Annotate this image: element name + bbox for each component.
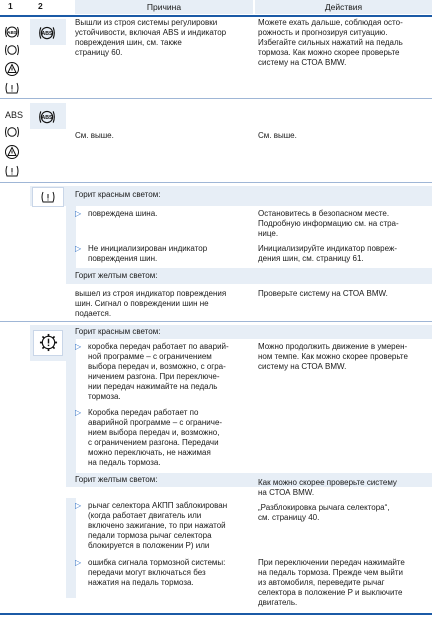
bullet-marker: ▷	[75, 408, 82, 417]
bullet-marker: ▷	[75, 244, 82, 253]
column-action-header: Действия	[255, 0, 432, 14]
table-header	[0, 0, 432, 16]
footer-rule	[0, 613, 432, 615]
action-text: См. выше.	[258, 131, 297, 140]
cause-line: ной программе – с ограничением	[88, 352, 212, 361]
action-line: на педаль тормоза. Прежде чем выйти	[258, 568, 403, 577]
svg-text:ABS: ABS	[7, 29, 17, 35]
cause-line: с ограничением разгона. Передачи	[88, 438, 219, 447]
bullet-marker: ▷	[75, 558, 82, 567]
action-line: Можете ехать дальше, соблюдая осто-	[258, 18, 403, 27]
cause-line: устойчивости, включая ABS и индикатор	[75, 28, 227, 37]
action-line: из автомобиля, переведите рычаг	[258, 578, 385, 587]
cause-line: нии передач нажимайте на педаль	[88, 382, 218, 391]
tire-pressure-icon	[40, 189, 56, 205]
action-line: систему на СТОА BMW.	[258, 58, 347, 67]
action-line: двигатель.	[258, 598, 298, 607]
action-line: селектора в положение P и выключите	[258, 588, 403, 597]
bullet-gutter	[66, 339, 76, 473]
cause-text: См. выше.	[75, 131, 114, 140]
transmission-gear-warning-icon	[39, 333, 58, 352]
tire-pressure-icon	[4, 80, 20, 96]
brake-circle-icon	[4, 42, 20, 58]
action-line: систему на СТОА BMW.	[258, 362, 347, 371]
cause-line: Не инициализирован индикатор	[88, 244, 208, 253]
action-line: Подробную информацию см. на стра-	[258, 219, 399, 228]
bullet-marker: ▷	[75, 342, 82, 351]
action-line: Избегайте сильных нажатий на педаль	[258, 38, 403, 47]
svg-text:ABS: ABS	[41, 115, 53, 122]
triangle-warning-icon	[4, 61, 20, 77]
cause-line: (когда работает двигатель или	[88, 511, 202, 520]
cause-line: включено зажигание, то при нажатой	[88, 521, 226, 530]
cause-line: передачи могут включаться без	[88, 568, 206, 577]
cause-bullet: повреждена шина.	[88, 209, 158, 218]
bullet-marker: ▷	[75, 501, 82, 510]
action-line: нице.	[258, 229, 279, 238]
row-divider	[0, 321, 432, 322]
cause-line: Вышли из строя системы регулировки	[75, 18, 218, 27]
svg-text:ABS: ABS	[41, 31, 53, 38]
red-light-heading: Горит красным светом:	[75, 327, 161, 336]
bullet-marker: ▷	[75, 209, 82, 218]
action-line: рожность и прогнозируя ситуацию.	[258, 28, 388, 37]
cause-line: блокируется в положении P) или	[88, 541, 210, 550]
cause-line: ошибка сигнала тормозной системы:	[88, 558, 226, 567]
bullet-gutter	[66, 498, 76, 598]
cause-line: коробка передач работает по аварий-	[88, 342, 229, 351]
action-line: „Разблокировка рычага селектора“,	[258, 503, 390, 512]
abs-warning-icon	[38, 24, 56, 42]
yellow-light-heading: Горит желтым светом:	[75, 475, 158, 484]
column-1-header: 1	[8, 1, 13, 11]
cause-line: Коробка передач работает по	[88, 408, 199, 417]
red-light-heading: Горит красным светом:	[75, 190, 161, 199]
cause-line: шин. Сигнал о повреждении шин не	[75, 299, 209, 308]
action-line: Остановитесь в безопасном месте.	[258, 209, 390, 218]
cause-line: на педаль тормоза.	[88, 458, 161, 467]
action-line: При переключении передач нажимайте	[258, 558, 405, 567]
cause-line: страницу 60.	[75, 48, 123, 57]
cause-line: тормоза.	[88, 392, 121, 401]
column-2-header: 2	[38, 1, 43, 11]
cause-line: аварийной программе – с ограниче-	[88, 418, 223, 427]
row-divider	[0, 182, 432, 183]
cause-line: повреждения шин, см. также	[75, 38, 182, 47]
abs-warning-icon	[38, 108, 56, 126]
action-line: Инициализируйте индикатор повреж-	[258, 244, 398, 253]
action-line: см. страницу 40.	[258, 513, 320, 522]
brake-circle-icon	[4, 124, 20, 140]
action-line: на СТОА BMW.	[258, 488, 315, 497]
abs-warning-icon	[4, 24, 20, 40]
header-rule	[0, 15, 432, 17]
action-line: Можно продолжить движение в умерен-	[258, 342, 408, 351]
cause-line: ничением разгона. При переключе-	[88, 372, 220, 381]
cause-line: нажатия на педаль тормоза.	[88, 578, 194, 587]
cause-line: подается.	[75, 309, 112, 318]
action-text: Проверьте систему на СТОА BMW.	[258, 289, 388, 298]
abs-text-label: ABS	[5, 110, 24, 120]
tire-pressure-icon	[4, 163, 20, 179]
action-line: Как можно скорее проверьте систему	[258, 478, 397, 487]
column-cause-header: Причина	[75, 0, 253, 14]
cause-line: рычаг селектора АКПП заблокирован	[88, 501, 228, 510]
cause-line: нием выбора передач и, возможно,	[88, 428, 220, 437]
cause-line: выбора передач и, возможно, с огра-	[88, 362, 226, 371]
yellow-light-heading: Горит желтым светом:	[75, 271, 158, 280]
cause-line: вышел из строя индикатор повреждения	[75, 289, 227, 298]
action-line: тормоза. Как можно скорее проверьте	[258, 48, 400, 57]
triangle-warning-icon	[4, 144, 20, 160]
row-divider	[0, 98, 432, 99]
cause-line: педали тормоза рычаг селектора	[88, 531, 212, 540]
action-line: ном темпе. Как можно скорее проверьте	[258, 352, 408, 361]
cause-line: можно переключать, не нажимая	[88, 448, 211, 457]
cause-line: повреждения шин.	[88, 254, 158, 263]
action-line: дения шин, см. страницу 61.	[258, 254, 364, 263]
